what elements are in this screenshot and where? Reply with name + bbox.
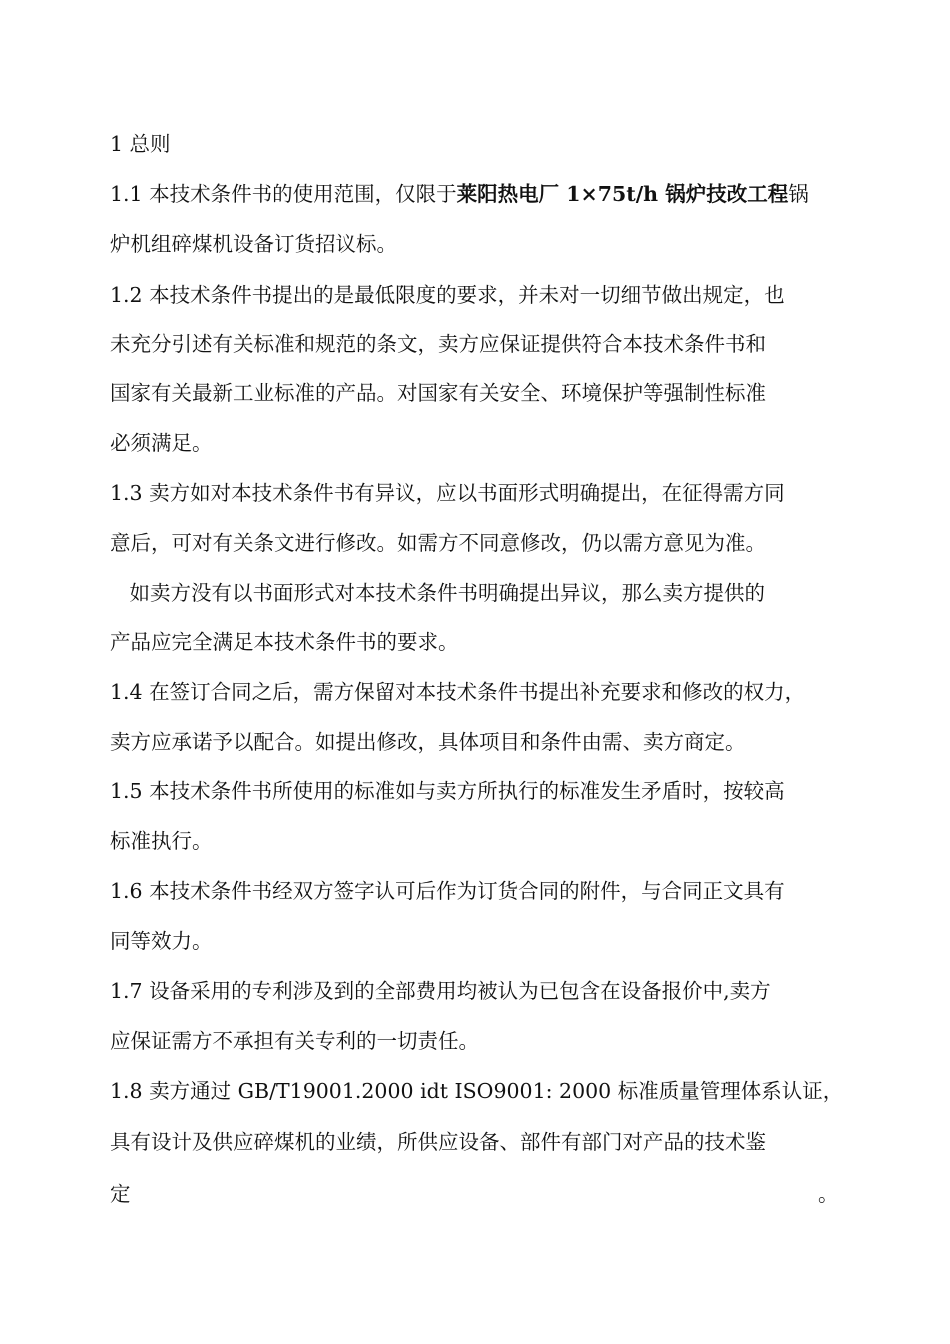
paragraph-1-5-line-1: 1.5 本技术条件书所使用的标准如与卖方所执行的标准发生矛盾时，按较高 <box>110 779 785 803</box>
paragraph-1-2-line-1: 1.2 本技术条件书提出的是最低限度的要求，并未对一切细节做出规定，也 <box>110 283 785 307</box>
text-1-1-post: 锅 <box>788 182 809 206</box>
paragraph-1-2-line-2: 未充分引述有关标准和规范的条文，卖方应保证提供符合本技术条件书和 <box>110 332 766 356</box>
text-1-1-pre: 1.1 本技术条件书的使用范围，仅限于 <box>110 182 457 206</box>
paragraph-1-3-line-3: 如卖方没有以书面形式对本技术条件书明确提出异议，那么卖方提供的 <box>110 581 766 605</box>
paragraph-1-8-line-1: 1.8 卖方通过 GB/T19001.2000 idt ISO9001: 2000 标准质量管理体系认证， <box>110 1079 844 1103</box>
paragraph-1-8-end-mark: 。 <box>818 1182 839 1206</box>
paragraph-1-6-line-1: 1.6 本技术条件书经双方签字认可后作为订货合同的附件，与合同正文具有 <box>110 879 785 903</box>
paragraph-1-3-line-1: 1.3 卖方如对本技术条件书有异议，应以书面形式明确提出，在征得需方同 <box>110 481 785 505</box>
paragraph-1-3-line-2: 意后，可对有关条文进行修改。如需方不同意修改，仍以需方意见为准。 <box>110 531 766 555</box>
paragraph-1-1-line-1 <box>110 182 845 206</box>
paragraph-1-8-line-2: 具有设计及供应碎煤机的业绩，所供应设备、部件有部门对产品的技术鉴 <box>110 1130 766 1154</box>
paragraph-1-4-line-1: 1.4 在签订合同之后，需方保留对本技术条件书提出补充要求和修改的权力， <box>110 680 806 704</box>
paragraph-1-6-line-2: 同等效力。 <box>110 929 213 953</box>
paragraph-1-3-line-4: 产品应完全满足本技术条件书的要求。 <box>110 630 459 654</box>
section-heading: 1 总则 <box>110 132 171 156</box>
paragraph-1-7-line-2: 应保证需方不承担有关专利的一切责任。 <box>110 1029 479 1053</box>
paragraph-1-8-line-3: 定 <box>110 1182 131 1206</box>
paragraph-1-2-line-3: 国家有关最新工业标准的产品。对国家有关安全、环境保护等强制性标准 <box>110 381 766 405</box>
paragraph-1-7-line-1: 1.7 设备采用的专利涉及到的全部费用均被认为已包含在设备报价中,卖方 <box>110 979 771 1003</box>
paragraph-1-4-line-2: 卖方应承诺予以配合。如提出修改，具体项目和条件由需、卖方商定。 <box>110 730 746 754</box>
paragraph-1-5-line-2: 标准执行。 <box>110 829 213 853</box>
paragraph-1-1-line-2: 炉机组碎煤机设备订货招议标。 <box>110 232 397 256</box>
paragraph-1-2-line-4: 必须满足。 <box>110 431 213 455</box>
project-name: 莱阳热电厂 1×75t/h 锅炉技改工程 <box>456 182 789 206</box>
